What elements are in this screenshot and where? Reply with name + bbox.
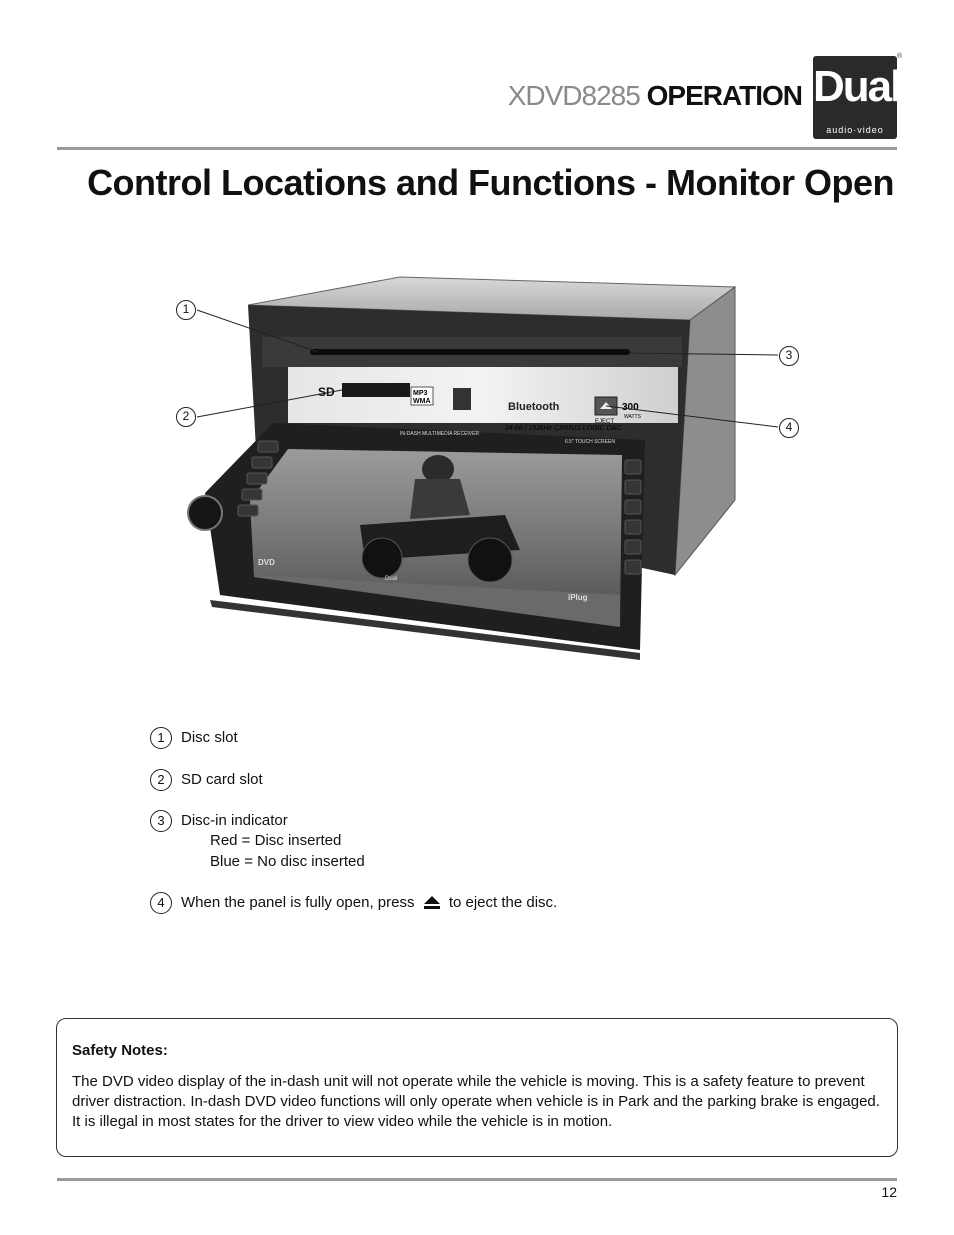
page-title: Control Locations and Functions - Monitor Open [87,162,894,203]
legend-number: 1 [150,727,172,749]
face-dual-logo [453,388,471,410]
safety-notes-box [56,1018,898,1157]
rider-helmet [422,455,454,483]
legend-number: 2 [150,769,172,791]
mp3-label: MP3 [413,390,428,397]
screen-label: 6.5" TOUCH SCREEN [565,439,615,445]
callout-3: 3 [779,346,799,366]
wma-label: WMA [413,398,431,405]
eject-icon [422,895,442,909]
watts-value: 300 [622,402,639,413]
legend-label [181,894,557,911]
legend-sub-blue: Blue = No disc inserted [210,853,365,870]
panel-brand: Dual [385,576,398,582]
legend-number: 3 [150,810,172,832]
atv-wheel-front [468,538,512,582]
bluetooth-label: Bluetooth [508,401,560,413]
rider-body [410,479,470,519]
callout-4: 4 [779,418,799,438]
logo-subtext: audio·video [826,125,884,135]
legend-text-after: to eject the disc. [448,894,558,911]
legend-sub-red: Red = Disc inserted [210,832,342,849]
legend-label: Disc slot [181,729,238,746]
registered-mark: ® [897,53,903,60]
legend-label: Disc-in indicator [181,812,288,829]
atv-wheel-rear [362,538,402,578]
callout-1: 1 [176,300,196,320]
safety-notes-title: Safety Notes: [72,1042,168,1059]
iplug-label: iPlug [568,593,588,602]
safety-notes-body: The DVD video display of the in-dash unit will not operate while the vehicle is moving. This is a safety feature to prevent driver distraction. In-dash DVD video functions will only operate when vehicle is in Park and the parking brake is engaged. It is illegal in most states for the driver to view video while the vehicle is in motion. [72,1073,880,1130]
dac-label: 24-bit / 192kHz CIRRUS LOGIC DAC [505,425,622,432]
watts-label: WATTS [624,414,641,420]
receiver-label: IN-DASH MULTIMEDIA RECEIVER [400,431,480,437]
legend-label: SD card slot [181,771,263,788]
callout-2: 2 [176,407,196,427]
product-illustration [170,275,810,660]
volume-knob [188,496,222,530]
logo-word: Dual [813,62,901,111]
eject-label: EJECT [595,419,615,425]
legend-number: 4 [150,892,172,914]
top-divider [57,147,897,150]
page-number: 12 [881,1184,897,1200]
dvd-logo: DVD [258,558,275,567]
model-number: XDVD8285 [507,80,640,111]
section-header [508,80,802,112]
legend-text-before: When the panel is fully open, press [181,894,415,911]
disc-slot [310,349,630,355]
dual-logo [813,56,901,139]
sd-card-slot [342,383,410,397]
bottom-divider [57,1178,897,1181]
sd-logo: SD [318,385,335,399]
section-name: OPERATION [646,80,802,111]
